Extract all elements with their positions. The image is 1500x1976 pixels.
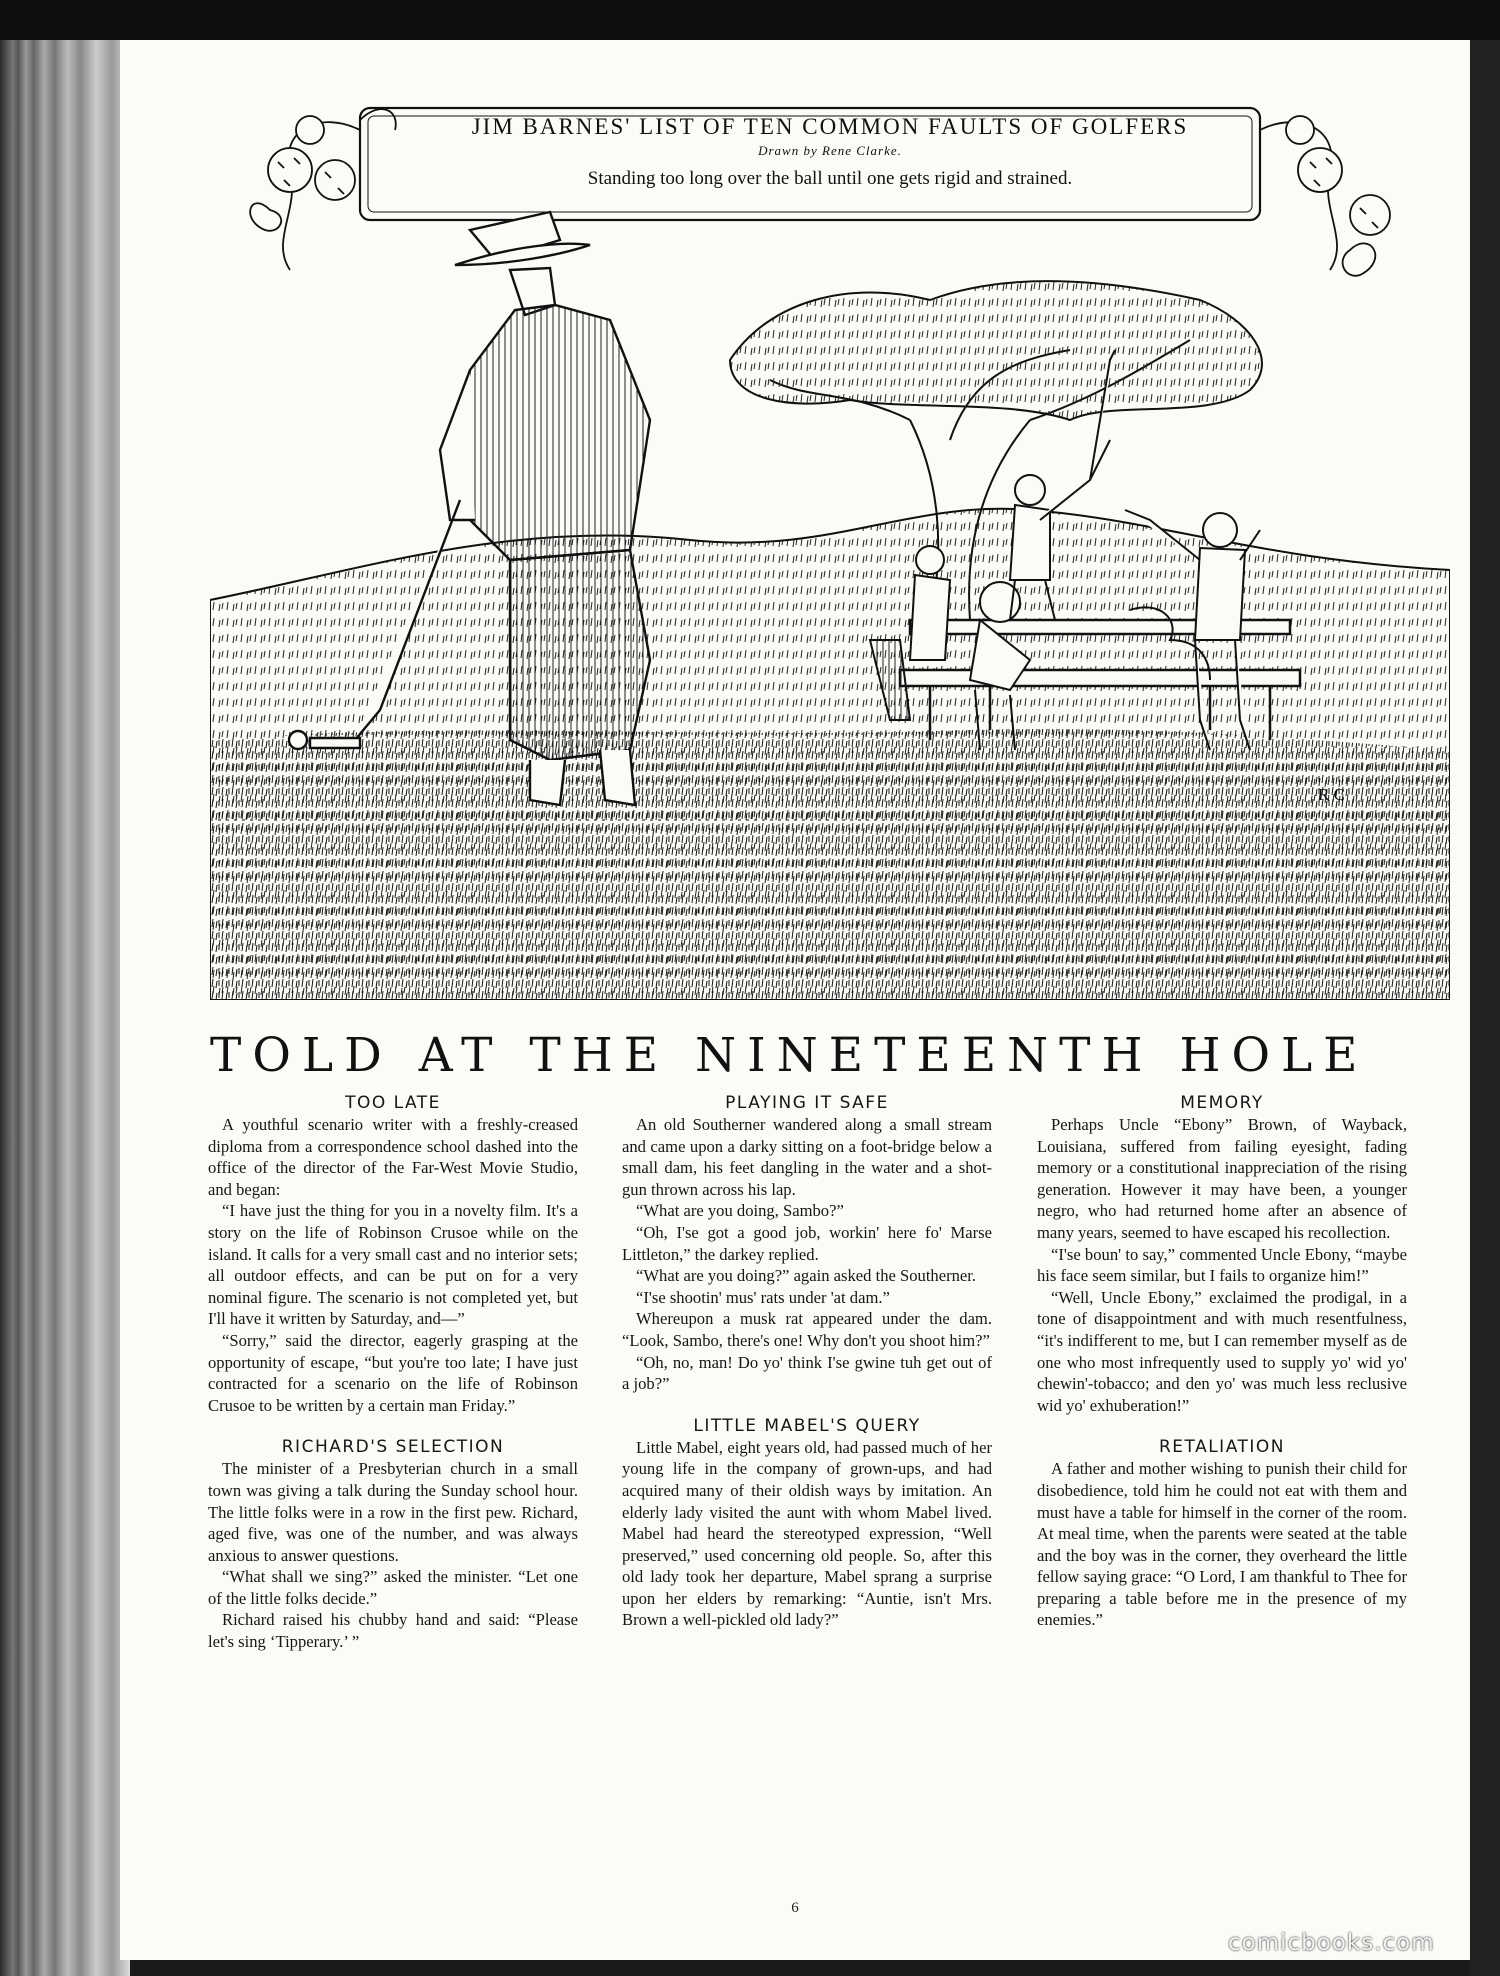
page-number: 6 [791, 1900, 799, 1916]
caption-title: JIM BARNES' LIST OF TEN COMMON FAULTS OF GOLFERS [471, 114, 1189, 139]
berry-ornament-left [250, 109, 396, 270]
berry-ornament-right [1260, 116, 1390, 276]
headline: TOLD AT THE NINETEENTH HOLE [210, 1028, 1369, 1083]
story-title-little-mabels-query: LITTLE MABEL'S QUERY [693, 1415, 921, 1436]
story-paragraph: The minister of a Presbyterian church in a small town was giving a talk during the Sunday school hour. The little folks were in a row in the first pew. Richard, aged five, was one of the number, and was always anxious to answer questions. [208, 1459, 578, 1565]
story-title-richards-selection: RICHARD'S SELECTION [281, 1437, 505, 1458]
artist-signature: R C [1318, 785, 1345, 804]
story-paragraph: “I'se boun' to say,” commented Uncle Ebony, “maybe his face seem similar, but I fails to organize him!” [1037, 1244, 1407, 1286]
story-paragraph: Whereupon a musk rat appeared under the dam. “Look, Sambo, there's one! Why don't you shoot him?” [622, 1309, 992, 1350]
story-paragraph: A youthful scenario writer with a freshly-creased diploma from a correspondence school dashed into the office of the director of the Far-West Movie Studio, and began: [208, 1115, 578, 1199]
caption-text: Standing too long over the ball until one gets rigid and strained. [587, 168, 1073, 189]
golf-illustration [210, 100, 1450, 1000]
story-paragraph: “Oh, no, man! Do yo' think I'se gwine tuh get out of a job?” [622, 1352, 992, 1394]
story-paragraph: Little Mabel, eight years old, had passed much of her young life in the company of grown-ups, and had acquired many of their oldish ways by imitation. An elderly lady visited the aunt with whom Mabel lived. Mabel had heard the stereotyped expression, “Well preserved,” used concerning old people. So, after this old lady took her departure, Mabel sprang a surprise upon her elders by remarking: “Auntie, isn't Mrs. Brown a well-pickled old lady?” [622, 1437, 992, 1630]
story-paragraph: “What shall we sing?” asked the minister. “Let one of the little folks decide.” [208, 1567, 578, 1608]
story-title-too-late: TOO LATE [345, 1093, 441, 1113]
caption-credit: Drawn by Rene Clarke. [758, 143, 902, 158]
story-paragraph: Richard raised his chubby hand and said: “Please let's sing ‘Tipperary.’ ” [208, 1610, 578, 1652]
story-title-memory: MEMORY [1180, 1093, 1264, 1113]
story-paragraph: “I'se shootin' mus' rats under 'at dam.” [636, 1287, 890, 1307]
story-paragraph: “Oh, I'se got a good job, workin' here fo' Marse Littleton,” the darkey replied. [622, 1222, 992, 1264]
story-paragraph: An old Southerner wandered along a small stream and came upon a darky sitting on a foot-bridge below a small dam, his feet dangling in the water and a shot-gun thrown across his lap. [622, 1115, 992, 1199]
story-paragraph: “Well, Uncle Ebony,” exclaimed the prodigal, in a tone of disappointment and with much resentfulness, “it's indifferent to me, but I can remember myself as de one who most infrequently used to supply yo' wid yo' chewin'-tobacco; and den yo' was much less reclusive wid yo' exhuberation!” [1037, 1287, 1407, 1415]
magazine-page [120, 40, 1470, 1960]
book-page-edges [0, 40, 130, 1976]
story-paragraph: “Sorry,” said the director, eagerly grasping at the opportunity of escape, “but you're too late; I have just contracted for a scenario on the life of Robinson Crusoe to be written by a certain man Friday.” [208, 1330, 578, 1415]
story-paragraph: A father and mother wishing to punish their child for disobedience, told him he could not eat with them and must have a table for himself in the corner of the room. At meal time, when the parents were seated at the table and the boy was in the corner, they overheard the little fellow saying grace: “O Lord, I am thankful to Thee for preparing a table before me in the presence of my enemies.” [1037, 1459, 1407, 1630]
story-paragraph: “What are you doing?” again asked the Southerner. [636, 1266, 977, 1286]
story-title-playing-it-safe: PLAYING IT SAFE [725, 1093, 889, 1113]
story-title-retaliation: RETALIATION [1158, 1437, 1286, 1458]
golf-drawing [210, 100, 1450, 1000]
article-column-1 [208, 1092, 578, 1653]
article-column-3 [1037, 1092, 1407, 1631]
scan-top-band [0, 0, 1500, 40]
story-paragraph: Perhaps Uncle “Ebony” Brown, of Wayback, Louisiana, suffered from failing eyesight, fading memory or a constitutional inappreciation of the rising generation. However it may have been, a younger negro, who had returned home after an absence of many years, seemed to have escaped his recollection. [1037, 1115, 1407, 1242]
article-column-2 [622, 1092, 992, 1631]
fairway-grass [210, 729, 1450, 1000]
watermark: comicbooks.com [1228, 1930, 1435, 1956]
scan-right-strip [1470, 40, 1500, 1976]
story-paragraph: “I have just the thing for you in a novelty film. It's a story on the life of Robinson Crusoe while on the island. It calls for a very small cast and no interior sets; all outdoor effects, and can be put on for a very nominal figure. The scenario is not completed yet, but I'll have it written by Saturday, and—” [208, 1201, 578, 1329]
story-paragraph: “What are you doing, Sambo?” [636, 1201, 844, 1221]
illustration-caption [390, 114, 1270, 191]
